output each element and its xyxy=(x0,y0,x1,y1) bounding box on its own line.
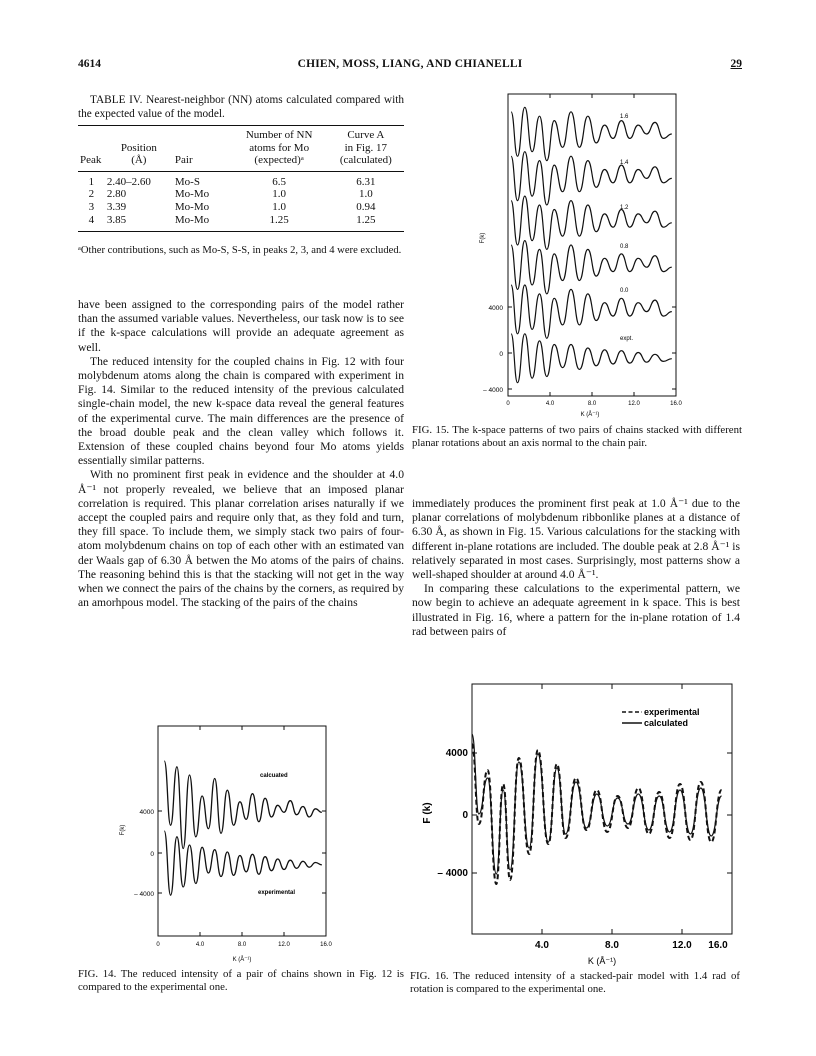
fig14-xtick: 4.0 xyxy=(195,942,205,948)
cell-pair: Mo-S xyxy=(174,175,200,188)
fig14-ytick: 4000 xyxy=(139,809,154,816)
table-row xyxy=(78,201,404,214)
fig14-curves xyxy=(164,761,321,895)
fig14-label-experimental: experimental xyxy=(258,890,296,896)
volume-number: 29 xyxy=(730,58,742,70)
nn-table xyxy=(78,125,404,232)
left-column-text xyxy=(78,298,404,610)
fig16-ytick: 0 xyxy=(462,810,468,821)
cell-position: 2.40–2.60 xyxy=(106,175,151,188)
fig16-curves xyxy=(472,734,722,884)
fig14-ylabel: F(k) xyxy=(120,824,126,836)
fig14-xtick: 8.0 xyxy=(237,942,247,948)
series-line-1-4 xyxy=(511,152,672,205)
fig15-xtick: 4.0 xyxy=(545,401,555,407)
th-nn-2: atoms for Mo xyxy=(249,141,310,154)
cell-peak: 2 xyxy=(88,188,95,201)
series-line-0-8 xyxy=(511,241,672,294)
fig16-xtick: 12.0 xyxy=(672,940,692,951)
series-line-1-2 xyxy=(511,196,672,249)
fig14-caption: FIG. 14. The reduced intensity of a pair of chains shown in Fig. 12 is compared to the experimental one. xyxy=(78,968,404,993)
fig16-chart xyxy=(412,678,742,968)
paragraph: With no prominent first peak in evidence and the shoulder at 4.0 Å⁻¹ not properly revealed, we believe that an imposed planar correlation is required. This planar correlation arises naturally if we accept the coupled pairs and require only that, as they fold and turn, they fill space. To include them, we simply stack two pairs of four-atom molybdenum chains on top of each other with an estimated van der Waals gap of 6.30 Å betwen the Mo atoms of the pairs of chains. The reasoning behind this is that the stacking will not get in the way when we connect the pairs of the chains by the corners, as required by an amorhpous model. The stacking of the pairs of the chains xyxy=(78,468,404,610)
th-position-1: Position xyxy=(120,141,157,154)
th-curve-1: Curve A xyxy=(328,126,404,142)
fig16-ylabel: F (k) xyxy=(422,802,433,824)
fig15-xtick: 8.0 xyxy=(587,401,597,407)
cell-position: 2.80 xyxy=(106,188,127,201)
th-curve-3: (calculated) xyxy=(328,154,404,171)
fig14-xtick: 0 xyxy=(156,942,160,948)
fig14-chart xyxy=(108,718,358,963)
paragraph: In comparing these calculations to the experimental pattern, we now begin to achieve an adequate agreement in k space. This is best illustrated in Fig. 16, where a pattern for the in-plane rotation of 1.4 rad between pairs of xyxy=(412,582,740,638)
paragraph: The reduced intensity for the coupled chains in Fig. 12 with four molybdenum atoms along the chain is compared with experiment in Fig. 14. Similar to the reduced intensity of the previous calculated single-chain model, the new k-space data reveal the general features of the experimental curve. The main differences are the presence of the broad double peak and the clean valley which follows it. Extension of these coupled chains beyond four Mo atoms yields essentially similar patterns. xyxy=(78,354,404,468)
fig15-caption: FIG. 15. The k-space patterns of two pairs of chains stacked with different planar rotations about an axis normal to the chain pair. xyxy=(412,424,742,449)
cell-position: 3.85 xyxy=(105,214,173,231)
cell-pair: Mo-Mo xyxy=(174,188,210,201)
fig14-xtick: 12.0 xyxy=(278,942,290,948)
table-row xyxy=(78,214,404,231)
fig16-xtick: 4.0 xyxy=(535,940,549,951)
fig14-xlabel: K (Å⁻¹) xyxy=(232,957,252,963)
running-header xyxy=(78,58,742,74)
cell-expected: 1.25 xyxy=(231,214,328,231)
cell-peak: 4 xyxy=(78,214,105,231)
fig15-curve-label: 0.8 xyxy=(620,244,629,250)
series-line-expt- xyxy=(511,334,672,383)
fig14-xtick: 16.0 xyxy=(320,942,332,948)
th-position-2: (Å) xyxy=(105,154,173,171)
fig15-curve-label: 0.0 xyxy=(620,288,629,294)
fig15-xlabel: K (Å⁻¹) xyxy=(580,412,600,418)
cell-pair: Mo-Mo xyxy=(174,201,210,214)
cell-calculated: 0.94 xyxy=(356,201,376,214)
th-peak: Peak xyxy=(78,154,105,171)
fig15-ticks xyxy=(508,94,676,396)
fig15-frame xyxy=(508,94,676,396)
legend-label-calculated: calculated xyxy=(644,718,689,728)
cell-calculated: 1.25 xyxy=(328,214,404,231)
th-curve-2: in Fig. 17 xyxy=(344,141,388,154)
fig15-curve-label: expt. xyxy=(620,336,634,342)
series-line-experimental xyxy=(472,744,722,884)
fig16-xtick: 16.0 xyxy=(708,940,728,951)
fig14-ytick: 0 xyxy=(150,851,154,858)
fig14-ytick: – 4000 xyxy=(134,891,154,898)
fig16-xlabel: K (Å⁻¹) xyxy=(587,956,617,966)
fig15-ytick: 4000 xyxy=(488,305,503,312)
cell-pair: Mo-Mo xyxy=(173,214,231,231)
fig16-legend xyxy=(622,707,700,728)
table-row xyxy=(78,171,404,188)
fig16-caption: FIG. 16. The reduced intensity of a stacked-pair model with 1.4 rad of rotation is compared to the experimental one. xyxy=(410,970,740,995)
series-line-calcuated xyxy=(164,761,321,849)
table-footnote: ᵃOther contributions, such as Mo-S, S-S, in peaks 2, 3, and 4 were excluded. xyxy=(78,245,402,256)
fig15-curve-label: 1.4 xyxy=(620,160,629,166)
fig16-ytick: – 4000 xyxy=(437,868,468,879)
cell-expected: 1.0 xyxy=(272,201,287,214)
fig15-curve-label: 1.6 xyxy=(620,114,629,120)
series-line-experimental xyxy=(164,831,321,895)
series-line-0-0 xyxy=(511,285,672,338)
fig15-chart xyxy=(470,88,690,418)
cell-position: 3.39 xyxy=(106,201,127,214)
cell-calculated: 1.0 xyxy=(358,188,373,201)
legend-label-experimental: experimental xyxy=(644,707,700,717)
series-line-1-6 xyxy=(511,107,672,160)
series-line-calculated xyxy=(472,734,722,874)
paragraph: have been assigned to the corresponding pairs of the model rather than the assumed variable values. Nevertheless, our task now is to see if the k-space calculations will provide an adequate agreement as well. xyxy=(78,298,404,354)
fig15-ylabel: F(k) xyxy=(480,232,486,244)
fig14-label-calculated: calcuated xyxy=(260,773,288,779)
table-caption: TABLE IV. Nearest-neighbor (NN) atoms calculated compared with the expected value of the model. xyxy=(78,94,404,120)
fig15-curve-label: 1.2 xyxy=(620,205,629,211)
fig15-xtick: 16.0 xyxy=(670,401,682,407)
cell-calculated: 6.31 xyxy=(356,175,376,188)
th-nn-1: Number of NN xyxy=(231,126,328,142)
fig16-xtick: 8.0 xyxy=(605,940,619,951)
fig16-ytick: 4000 xyxy=(445,748,468,759)
right-column-text xyxy=(412,497,740,639)
fig15-ytick: – 4000 xyxy=(483,387,503,394)
cell-expected: 6.5 xyxy=(272,175,287,188)
paragraph: immediately produces the prominent first peak at 1.0 Å⁻¹ due to the planar correlations of molybdenum ribbonlike planes at a distance of 6.30 Å, as shown in Fig. 15. Various calculations for the stacking with different in-plane rotations are included. The double peak at 2.8 Å⁻¹ is relatively separated in most cases. Surprisingly, most patterns show a well-shaped shoulder at around 4.0 Å⁻¹. xyxy=(412,497,740,582)
cell-expected: 1.0 xyxy=(272,188,287,201)
fig14-ticks xyxy=(158,726,326,936)
table-row xyxy=(78,188,404,201)
page-number: 4614 xyxy=(78,58,101,70)
fig15-ytick: 0 xyxy=(499,351,503,358)
fig14-frame xyxy=(158,726,326,936)
cell-peak: 1 xyxy=(88,175,95,188)
fig15-xtick: 0 xyxy=(506,401,510,407)
fig15-curves xyxy=(511,107,672,382)
th-pair: Pair xyxy=(173,154,231,171)
running-title: CHIEN, MOSS, LIANG, AND CHIANELLI xyxy=(297,58,523,70)
cell-peak: 3 xyxy=(88,201,95,214)
th-nn-3: (expected)ᵃ xyxy=(231,154,328,171)
fig15-xtick: 12.0 xyxy=(628,401,640,407)
